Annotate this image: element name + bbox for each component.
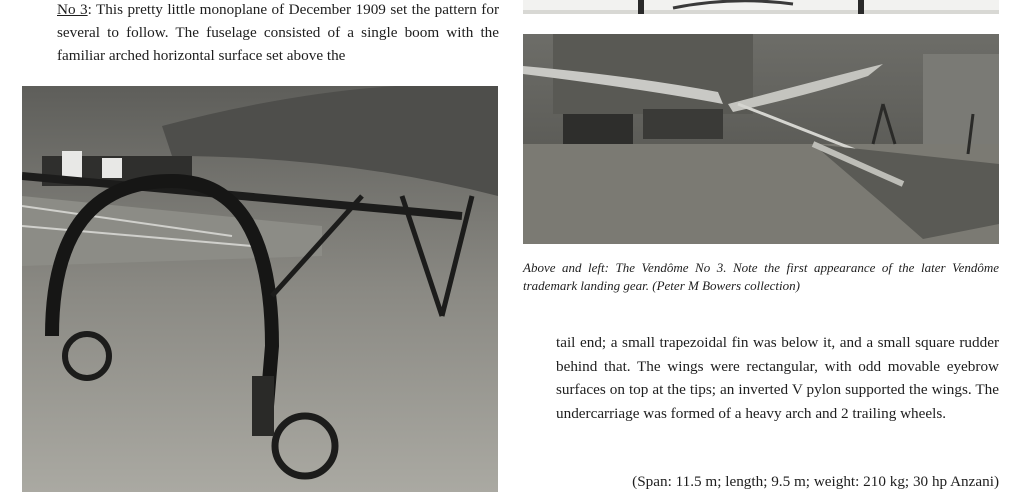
photo-vendome-side-view [523, 34, 999, 244]
section-heading: No 3 [57, 1, 88, 18]
body-text-left [57, 0, 499, 67]
photo-vendome-landing-gear [22, 86, 498, 492]
photo-caption: Above and left: The Vendôme No 3. Note the first appearance of the later Vendôme trademark landing gear. (Peter M Bowers collection) [523, 260, 999, 293]
specifications-line: (Span: 11.5 m; length; 9.5 m; weight: 210 kg; 30 hp Anzani) [632, 473, 999, 490]
body-text-right: tail end; a small trapezoidal fin was below it, and a small square rudder behind that. The wings were rectangular, with odd movable eyebrow surfaces on top at the tips; an inverted V pylon supported the wings. The undercarriage was formed of a heavy arch and 2 trailing wheels. [556, 334, 999, 422]
body-text-left-content: : This pretty little monoplane of December 1909 set the pattern for several to follow. The fuselage consisted of a single boom with the familiar arched horizontal surface set above the [57, 1, 499, 64]
photo-top-fragment [523, 0, 999, 14]
